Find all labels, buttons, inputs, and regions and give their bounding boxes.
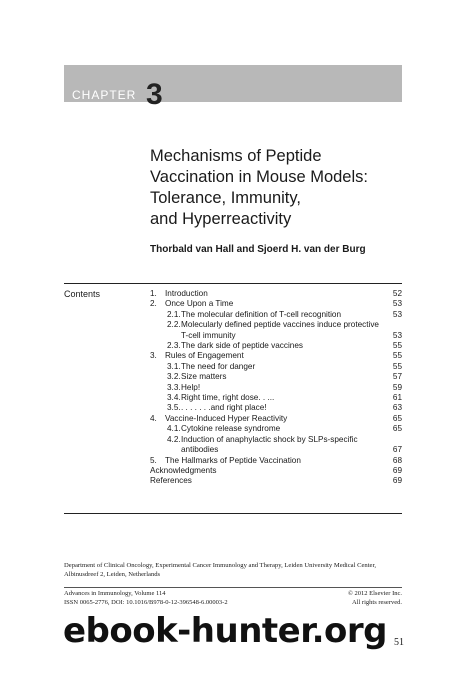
toc-entry-text [150, 299, 233, 309]
toc-entry-page: 55 [392, 341, 402, 351]
toc-entry-number: 3.5. [167, 403, 181, 413]
toc-entry-number: 3.4. [167, 393, 181, 403]
toc-entry [150, 414, 402, 424]
copyright: © 2012 Elsevier Inc. [347, 590, 402, 597]
toc-entry [150, 466, 402, 476]
toc-entry-text [167, 372, 227, 382]
toc-entry-label: The dark side of peptide vaccines [181, 341, 303, 351]
toc-entry-page: 53 [392, 299, 402, 309]
chapter-title [150, 146, 430, 230]
toc-entry-label: . . . . . . .and right place! [181, 403, 267, 413]
toc-top-rule [64, 283, 402, 284]
toc-entry-label: The molecular definition of T-cell recognition [181, 309, 342, 319]
toc-entry-text [167, 435, 381, 456]
toc-entry-text [167, 341, 303, 351]
toc-entry-label: Rules of Engagement [165, 351, 244, 361]
chapter-label: CHAPTER [72, 88, 137, 102]
footer-publication [64, 590, 228, 607]
toc-entry-number: 3.2. [167, 372, 181, 382]
authors: Thorbald van Hall and Sjoerd H. van der Burg [150, 244, 366, 255]
table-of-contents [150, 289, 402, 487]
toc-entry [150, 320, 402, 341]
toc-entry-page: 65 [392, 413, 402, 423]
issn-doi: ISSN 0065-2776, DOI: 10.1016/B978-0-12-396548-6.00003-2 [64, 598, 228, 606]
toc-entry [150, 289, 402, 299]
journal-volume: Advances in Immunology, Volume 114 [64, 590, 166, 597]
toc-entry-number: 3.3. [167, 382, 181, 392]
toc-entry [150, 424, 402, 434]
toc-entry-text [150, 476, 192, 486]
toc-entry [150, 383, 402, 393]
toc-entry-page: 69 [392, 465, 402, 475]
toc-entry [150, 341, 402, 351]
toc-entry [150, 362, 402, 372]
toc-entry [150, 310, 402, 320]
toc-entry-text [167, 362, 255, 372]
toc-entry-number: 5. [150, 455, 157, 465]
contents-label: Contents [64, 289, 101, 299]
toc-entry-label: Molecularly defined peptide vaccines induce protective T-cell immunity [181, 320, 379, 340]
toc-entry-text [150, 466, 216, 476]
toc-entry-label: The Hallmarks of Peptide Vaccination [165, 455, 301, 465]
toc-entry-text [167, 393, 274, 403]
toc-entry-page: 53 [392, 309, 402, 319]
toc-entry-label: Cytokine release syndrome [181, 424, 281, 434]
toc-entry-page: 55 [392, 361, 402, 371]
toc-entry-page: 53 [392, 330, 402, 340]
toc-entry-text [150, 414, 287, 424]
toc-entry-label: Right time, right dose. . ... [181, 393, 275, 403]
toc-entry-label: References [150, 476, 192, 486]
toc-entry-label: Help! [181, 382, 201, 392]
toc-entry-text [167, 320, 381, 341]
toc-entry-number: 2.1. [167, 309, 181, 319]
toc-entry-page: 69 [392, 476, 402, 486]
toc-entry-text [167, 424, 280, 434]
toc-entry-page: 59 [392, 382, 402, 392]
toc-entry-page: 65 [392, 424, 402, 434]
toc-entry-number: 3.1. [167, 361, 181, 371]
toc-entry-text [150, 351, 244, 361]
title-line: Mechanisms of Peptide [150, 147, 322, 165]
toc-entry-text [167, 310, 341, 320]
toc-entry-page: 52 [392, 289, 402, 298]
toc-entry-number: 3. [150, 351, 157, 361]
toc-entry-number: 4.1. [167, 424, 181, 434]
page-number: 51 [394, 637, 404, 648]
toc-entry [150, 476, 402, 486]
toc-entry [150, 403, 402, 413]
toc-entry-number: 4. [150, 413, 157, 423]
toc-entry [150, 299, 402, 309]
toc-entry-label: Once Upon a Time [165, 299, 234, 309]
toc-entry-page: 55 [392, 351, 402, 361]
title-line: Tolerance, Immunity, [150, 189, 301, 207]
toc-entry-page: 67 [392, 445, 402, 455]
toc-entry [150, 393, 402, 403]
toc-entry-label: Introduction [165, 289, 208, 298]
toc-entry-label: Size matters [181, 372, 227, 382]
toc-entry [150, 456, 402, 466]
toc-entry-number: 1. [150, 289, 157, 298]
toc-entry-text [150, 289, 208, 299]
chapter-number: 3 [146, 78, 163, 111]
toc-entry-label: Acknowledgments [150, 465, 217, 475]
toc-entry-label: The need for danger [181, 361, 256, 371]
toc-entry-text [167, 403, 267, 413]
toc-entry-label: Vaccine-Induced Hyper Reactivity [165, 413, 288, 423]
toc-entry-text [167, 383, 200, 393]
footer-rule [64, 587, 402, 588]
toc-entry-page: 68 [392, 455, 402, 465]
title-line: Vaccination in Mouse Models: [150, 168, 368, 186]
toc-entry-number: 2.3. [167, 341, 181, 351]
toc-entry-page: 61 [392, 393, 402, 403]
toc-bottom-rule [64, 513, 402, 514]
toc-entry [150, 351, 402, 361]
toc-entry [150, 372, 402, 382]
toc-entry-page: 57 [392, 372, 402, 382]
toc-entry-label: Induction of anaphylactic shock by SLPs-specific antibodies [181, 434, 358, 455]
footer-copyright [348, 590, 402, 607]
toc-entry-number: 2. [150, 299, 157, 309]
toc-entry-number: 2.2. [167, 320, 181, 330]
affiliation: Department of Clinical Oncology, Experimental Cancer Immunology and Therapy, Leiden University Medical Center, Albinusdreef 2, Leiden, Netherlands [64, 562, 377, 578]
toc-entry [150, 435, 402, 456]
watermark: ebook-hunter.org [62, 611, 388, 651]
rights: All rights reserved. [351, 598, 402, 606]
toc-entry-number: 4.2. [167, 434, 181, 444]
toc-entry-text [150, 456, 301, 466]
title-line: and Hyperreactivity [150, 210, 292, 228]
toc-entry-page: 63 [392, 403, 402, 413]
